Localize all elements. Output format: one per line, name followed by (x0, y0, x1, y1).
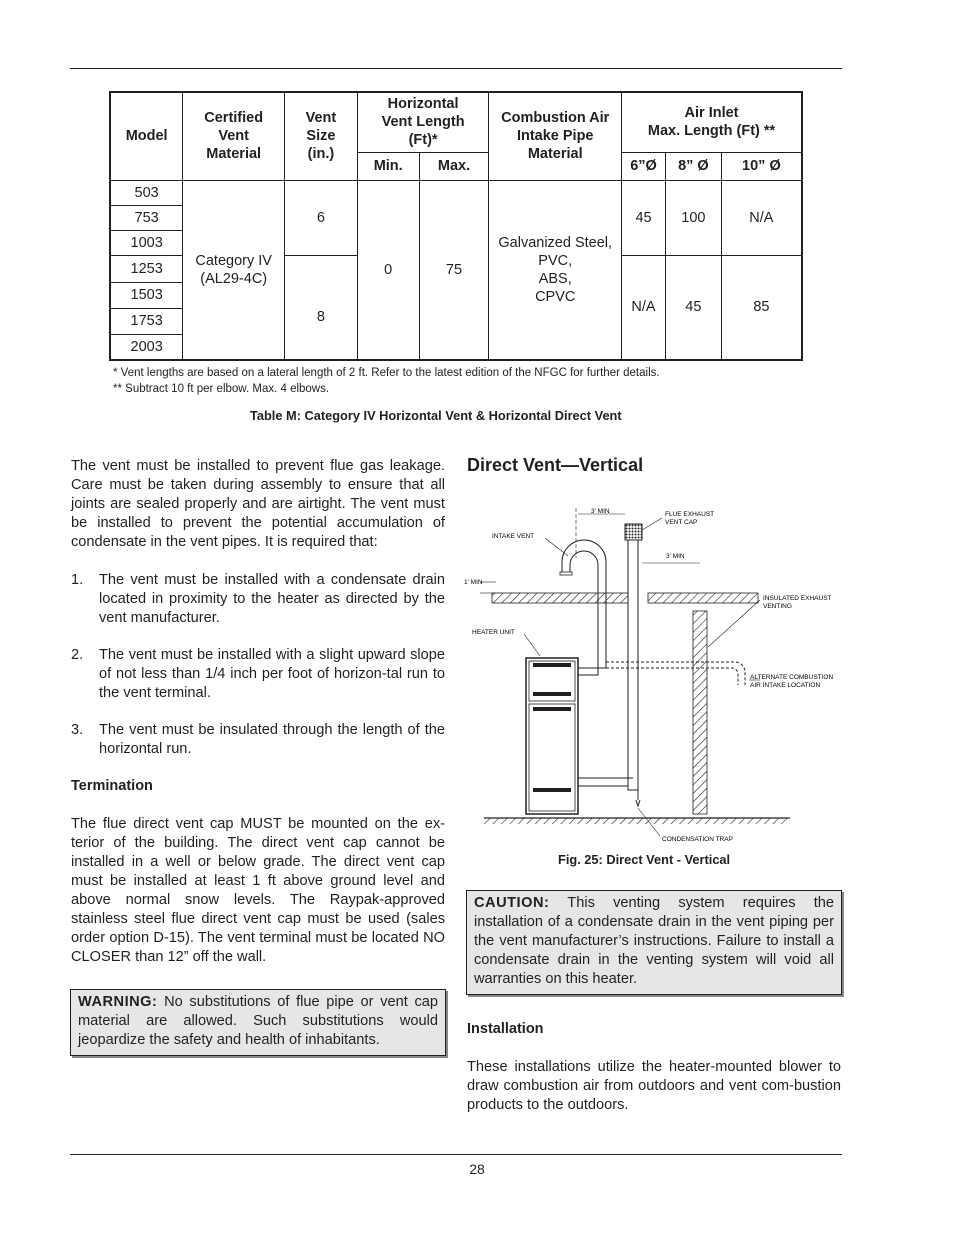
model-cell: 1253 (110, 255, 183, 282)
warning-label: WARNING: (78, 994, 158, 1010)
model-cell: 1003 (110, 230, 183, 255)
installation-heading: Installation (467, 1021, 544, 1037)
header-10in: 10” Ø (721, 152, 802, 180)
header-max: Max. (419, 152, 489, 180)
header-combustion: Combustion Air Intake Pipe Material (489, 92, 622, 180)
min-cell: 0 (357, 180, 419, 360)
model-cell: 503 (110, 180, 183, 205)
list-item: 1. The vent must be installed with a condensate drain located in proximity to the heater as directed by the vent manufacturer. (71, 572, 445, 626)
header-vent-size: Vent Size (in.) (285, 92, 358, 180)
d10-cell: 85 (721, 255, 802, 360)
alternate-intake-route (606, 662, 745, 685)
label-flue-cap: VENT CAP (665, 519, 698, 526)
table-note: ** Subtract 10 ft per elbow. Max. 4 elbows. (113, 382, 330, 395)
exhaust-pipe (628, 540, 638, 790)
section-title: Direct Vent—Vertical (467, 455, 644, 475)
header-model: Model (110, 92, 183, 180)
caution-label: CAUTION: (474, 895, 550, 911)
d6-cell: 45 (622, 180, 666, 255)
label-heater-unit: HEATER UNIT (472, 629, 515, 636)
size-cell: 6 (285, 180, 358, 255)
model-cell: 1503 (110, 282, 183, 308)
label-3-min-top: 3' MIN (591, 508, 610, 515)
termination-paragraph: The flue direct vent cap MUST be mounted on the ex-terior of the building. The direct vent cap cannot be installed in a well or below grade. The direct vent cap must be installed at least 1 ft above ground level and above normal snow levels. The Raypak-approved stainless steel flue direct vent cap must be used (sales order option D-15). The vent terminal must be located NO CLOSER than 12” off the wall. (71, 816, 445, 965)
roof (648, 593, 758, 603)
header-min: Min. (357, 152, 419, 180)
category-cell: Category IV (AL29-4C) (183, 180, 285, 360)
model-cell: 753 (110, 205, 183, 230)
bottom-rule (70, 1154, 842, 1155)
size-cell: 8 (285, 255, 358, 360)
caution-text: This venting system requires the installation of a condensate drain in the vent piping per the vent manufacturer’s instructions. Failure to install a condensate drain in the venting system will void all warranties on this heater. (474, 895, 834, 987)
direct-vent-diagram (460, 500, 850, 850)
warning-box (70, 989, 446, 1056)
header-air-inlet: Air Inlet Max. Length (Ft) ** (622, 92, 802, 152)
label-intake-vent: INTAKE VENT (492, 533, 535, 540)
table-caption: Table M: Category IV Horizontal Vent & Horizontal Direct Vent (250, 408, 622, 423)
flue-cap (625, 524, 642, 540)
label-3-min-right: 3' MIN (666, 553, 685, 560)
caution-box (466, 890, 842, 995)
list-item: 2. The vent must be installed with a slight upward slope of not less than 1/4 inch per foot of horizon-tal run to the vent terminal. (71, 647, 445, 701)
exterior-wall (693, 611, 707, 814)
label-insulated: INSULATED EXHAUST (763, 595, 832, 602)
page-number: 28 (469, 1161, 485, 1177)
header-8in: 8” Ø (665, 152, 721, 180)
termination-heading: Termination (71, 778, 153, 794)
vent-spec-table (109, 91, 803, 361)
intake-pipe (570, 551, 598, 675)
table-note: * Vent lengths are based on a lateral length of 2 ft. Refer to the latest edition of the NFGC for further details. (113, 367, 660, 379)
floor (484, 818, 790, 824)
intro-paragraph: The vent must be installed to prevent flue gas leakage. Care must be taken during assembly to ensure that all joints are sealed properly and are airtight. The vent must be installed to prevent the potential accumulation of condensate in the vent pipes. It is required that: (71, 458, 445, 550)
figure-caption: Fig. 25: Direct Vent - Vertical (558, 852, 731, 867)
condensation-trap (636, 800, 640, 806)
label-trap: CONDENSATION TRAP (662, 836, 733, 843)
model-cell: 2003 (110, 334, 183, 360)
top-rule (70, 68, 842, 69)
label-alternate: ALTERNATE COMBUSTION (750, 674, 834, 681)
label-insulated: VENTING (763, 603, 792, 610)
list-item: 3. The vent must be insulated through the length of the horizontal run. (71, 722, 445, 757)
table-notes (113, 366, 660, 397)
left-column (71, 457, 445, 967)
model-cell: 1753 (110, 308, 183, 334)
max-cell: 75 (419, 180, 489, 360)
label-flue-cap: FLUE EXHAUST (665, 511, 715, 518)
header-horizontal-length: Horizontal Vent Length (Ft)* (357, 92, 489, 152)
installation-paragraph: These installations utilize the heater-mounted blower to draw combustion air from outdoors and vent com-bustion products to the outdoors. (467, 1059, 841, 1113)
installation-section (467, 1020, 841, 1115)
header-material: Certified Vent Material (183, 92, 285, 180)
combustion-cell: Galvanized Steel, PVC, ABS, CPVC (489, 180, 622, 360)
label-alternate: AIR INTAKE LOCATION (750, 682, 821, 689)
d10-cell: N/A (721, 180, 802, 255)
d6-cell: N/A (622, 255, 666, 360)
warning-text: No substitutions of flue pipe or vent cap material are allowed. Such substitutions would jeopardize the safety and health of inhabitants. (78, 994, 438, 1048)
d8-cell: 45 (665, 255, 721, 360)
d8-cell: 100 (665, 180, 721, 255)
label-1-min: 1' MIN (464, 579, 483, 586)
roof (492, 593, 632, 603)
requirements-list (71, 571, 445, 759)
header-6in: 6”Ø (622, 152, 666, 180)
